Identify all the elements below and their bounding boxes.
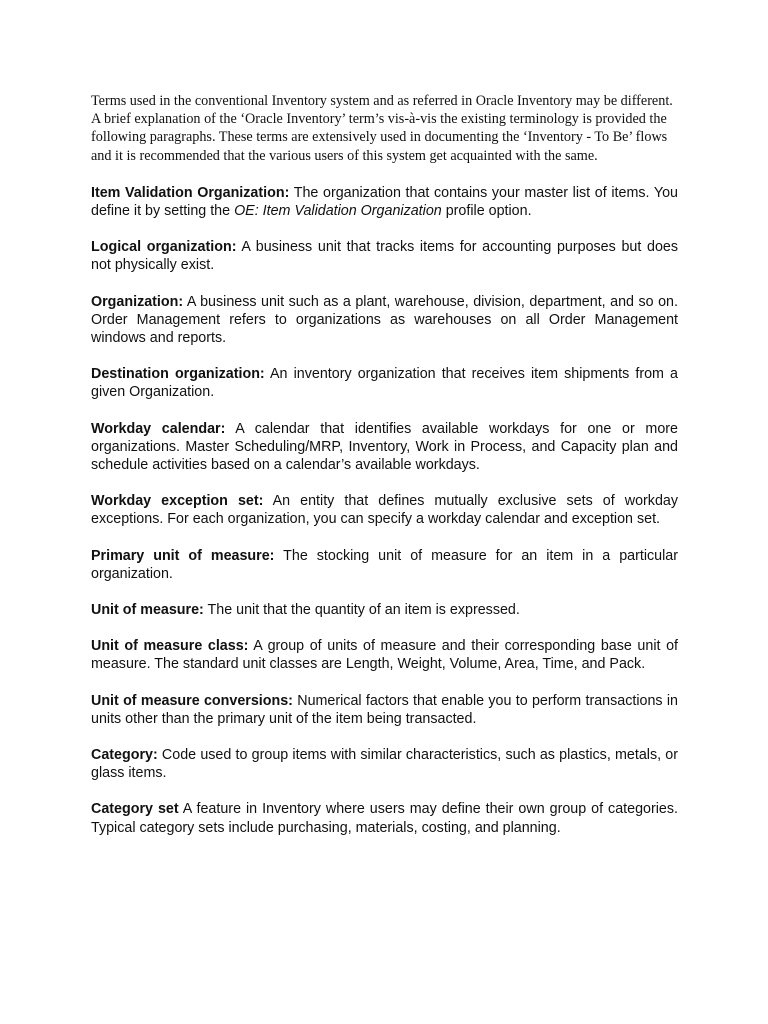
term-label: Organization: [91, 293, 184, 310]
intro-paragraph: Terms used in the conventional Inventory system and as referred in Oracle Inventory may be different. A brief explanation of the ‘Oracle Inventory’ term’s vis-à-vis the existing terminology is provided the following paragraphs. These terms are extensively used in documenting the ‘Inventory - To Be’ flows and it is recommended that the various users of this system get acquainted with the same. [91, 93, 673, 164]
term-label: Logical organization: [91, 239, 237, 256]
term-unit-of-measure [91, 601, 678, 619]
term-label: Category: [91, 747, 158, 764]
term-label: Category set [91, 801, 179, 818]
term-label: Workday exception set: [91, 493, 264, 510]
term-workday-exception-set [91, 492, 678, 528]
term-unit-of-measure-class [91, 637, 678, 673]
term-category [91, 746, 678, 782]
term-label: Unit of measure: [91, 602, 204, 619]
term-label: Unit of measure class: [91, 638, 249, 655]
term-organization [91, 293, 678, 348]
document-page [91, 92, 678, 855]
term-definition: An inventory organization that receives item shipments from a given Organization. [91, 366, 678, 401]
term-definition: The unit that the quantity of an item is expressed. [203, 602, 520, 619]
term-logical-organization [91, 238, 678, 274]
term-primary-unit-of-measure [91, 547, 678, 583]
term-label: Primary unit of measure: [91, 547, 275, 564]
term-definition: The organization that contains your master list of items. You define it by setting the [91, 184, 678, 220]
term-definition: An entity that defines mutually exclusive sets of workday exceptions. For each organization, you can specify a workday calendar and exception set. [91, 493, 678, 528]
term-label: Workday calendar: [91, 420, 226, 437]
term-definition: A business unit that tracks items for accounting purposes but does not physically exist. [91, 239, 678, 274]
term-unit-of-measure-conversions [91, 692, 678, 728]
term-label: Unit of measure conversions: [91, 692, 293, 709]
term-workday-calendar [91, 420, 678, 475]
term-definition: A feature in Inventory where users may define their own group of categories. Typical category sets include purchasing, materials, costing, and planning. [91, 801, 678, 836]
term-definition-end: profile option. [441, 203, 532, 220]
term-definition: A group of units of measure and their corresponding base unit of measure. The standard unit classes are Length, Weight, Volume, Area, Time, and Pack. [91, 638, 678, 673]
term-label: Item Validation Organization: [91, 184, 290, 201]
term-definition: A business unit such as a plant, warehouse, division, department, and so on. Order Management refers to organizations as warehouses on all Order Management windows and reports. [91, 293, 678, 347]
term-definition: Numerical factors that enable you to perform transactions in units other than the primary unit of the item being transacted. [91, 692, 678, 727]
term-definition: The stocking unit of measure for an item in a particular organization. [91, 547, 679, 582]
term-definition: A calendar that identifies available workdays for one or more organizations. Master Scheduling/MRP, Inventory, Work in Process, and Capacity plan and schedule activities based on a calendar’s available workdays. [91, 420, 679, 474]
term-definition: Code used to group items with similar characteristics, such as plastics, metals, or glass items. [91, 747, 678, 782]
term-destination-organization [91, 365, 678, 401]
term-profile-option: OE: Item Validation Organization [234, 203, 442, 220]
term-category-set [91, 800, 678, 836]
term-label: Destination organization: [91, 366, 265, 383]
term-item-validation-organization [91, 184, 678, 220]
